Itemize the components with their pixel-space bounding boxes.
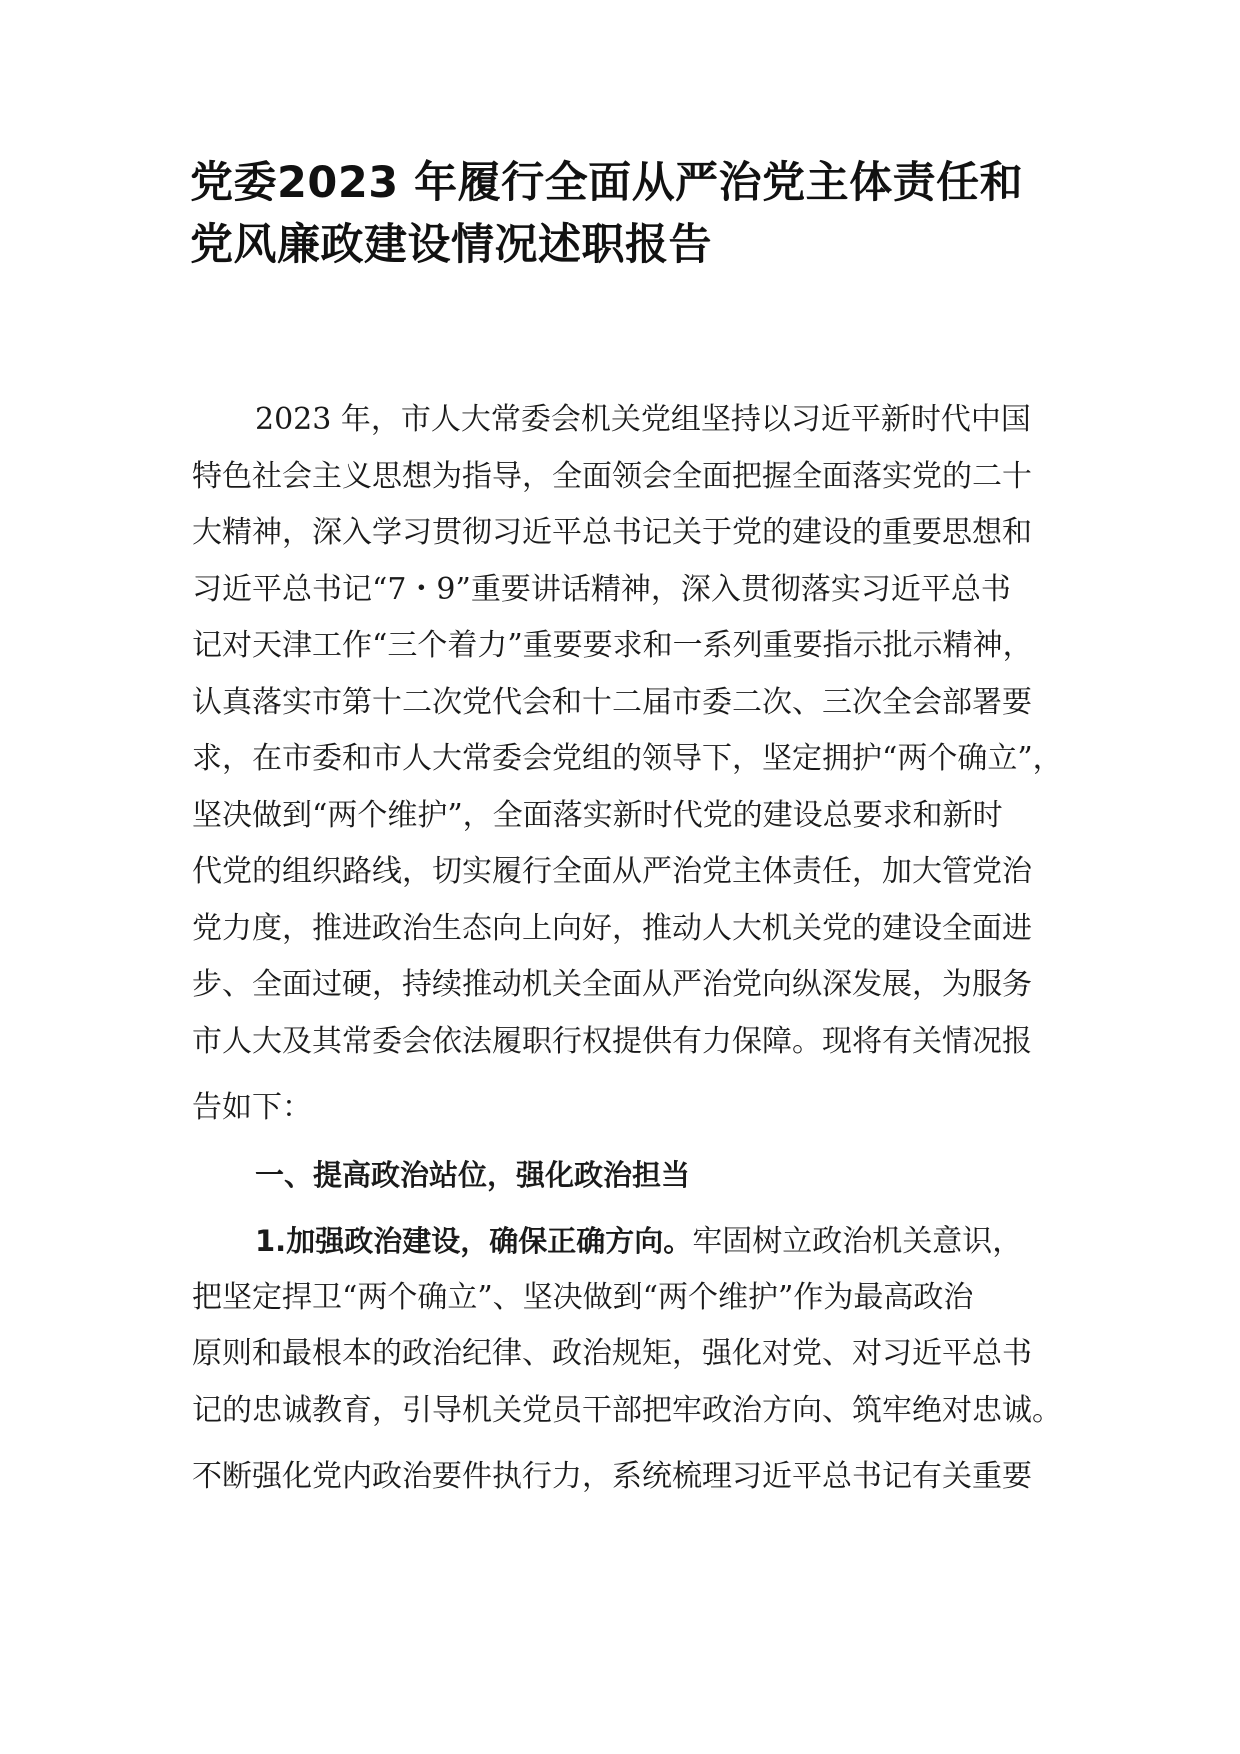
item-subheading: 1.加强政治建设，确保正确方向。	[255, 1224, 693, 1258]
text-line: 求，在市委和市人大常委会党组的领导下，坚定拥护“两个确立”，	[192, 741, 1063, 776]
text-line: 特色社会主义思想为指导，全面领会全面把握全面落实党的二十	[192, 458, 1032, 494]
text-line: 记对天津工作“三个着力”重要要求和一系列重要指示批示精神，	[192, 628, 1033, 663]
document-title	[190, 152, 1070, 276]
text-line: 认真落实市第十二次党代会和十二届市委二次、三次全会部署要	[192, 684, 1032, 720]
line-gap	[192, 1070, 1052, 1080]
title-line-2: 党风廉政建设情况述职报告	[190, 220, 712, 270]
title-line-1: 党委2023 年履行全面从严治党主体责任和	[190, 158, 1024, 208]
item-paragraph	[192, 1213, 1062, 1506]
text-line: 原则和最根本的政治纪律、政治规矩，强化对党、对习近平总书	[192, 1336, 1032, 1371]
item-first-line	[192, 1213, 1052, 1270]
line-gap	[192, 1203, 1052, 1213]
section-heading: 一、提高政治站位，强化政治担当	[255, 1157, 691, 1192]
text-line: 代党的组织路线，切实履行全面从严治党主体责任，加大管党治	[192, 854, 1032, 889]
text-line: 市人大及其常委会依法履职行权提供有力保障。现将有关情况报	[192, 1023, 1032, 1059]
text-line: 不断强化党内政治要件执行力，系统梳理习近平总书记有关重要	[192, 1459, 1032, 1494]
text-line: 记的忠诚教育，引导机关党员干部把牢政治方向、筑牢绝对忠诚。	[192, 1392, 1062, 1428]
line-gap	[192, 1137, 1052, 1147]
text-line: 党力度，推进政治生态向上向好，推动人大机关党的建设全面进	[192, 910, 1032, 946]
text-line: 习近平总书记“7・9”重要讲话精神，深入贯彻落实习近平总书	[192, 571, 1011, 607]
document-body	[192, 392, 1063, 1506]
text-line: 坚决做到“两个维护”，全面落实新时代党的建设总要求和新时	[192, 797, 1003, 833]
text-line: 2023 年，市人大常委会机关党组坚持以习近平新时代中国	[255, 402, 1031, 437]
text-line: 步、全面过硬，持续推动机关全面从严治党向纵深发展，为服务	[192, 967, 1032, 1002]
line-gap	[192, 1439, 1052, 1449]
intro-paragraph	[192, 392, 1063, 1137]
text-line: 把坚定捍卫“两个确立”、坚决做到“两个维护”作为最高政治	[192, 1279, 974, 1315]
text-line: 告如下：	[192, 1090, 312, 1125]
item-first-rest: 牢固树立政治机关意识，	[692, 1224, 1023, 1259]
text-line: 大精神，深入学习贯彻习近平总书记关于党的建设的重要思想和	[192, 515, 1032, 550]
